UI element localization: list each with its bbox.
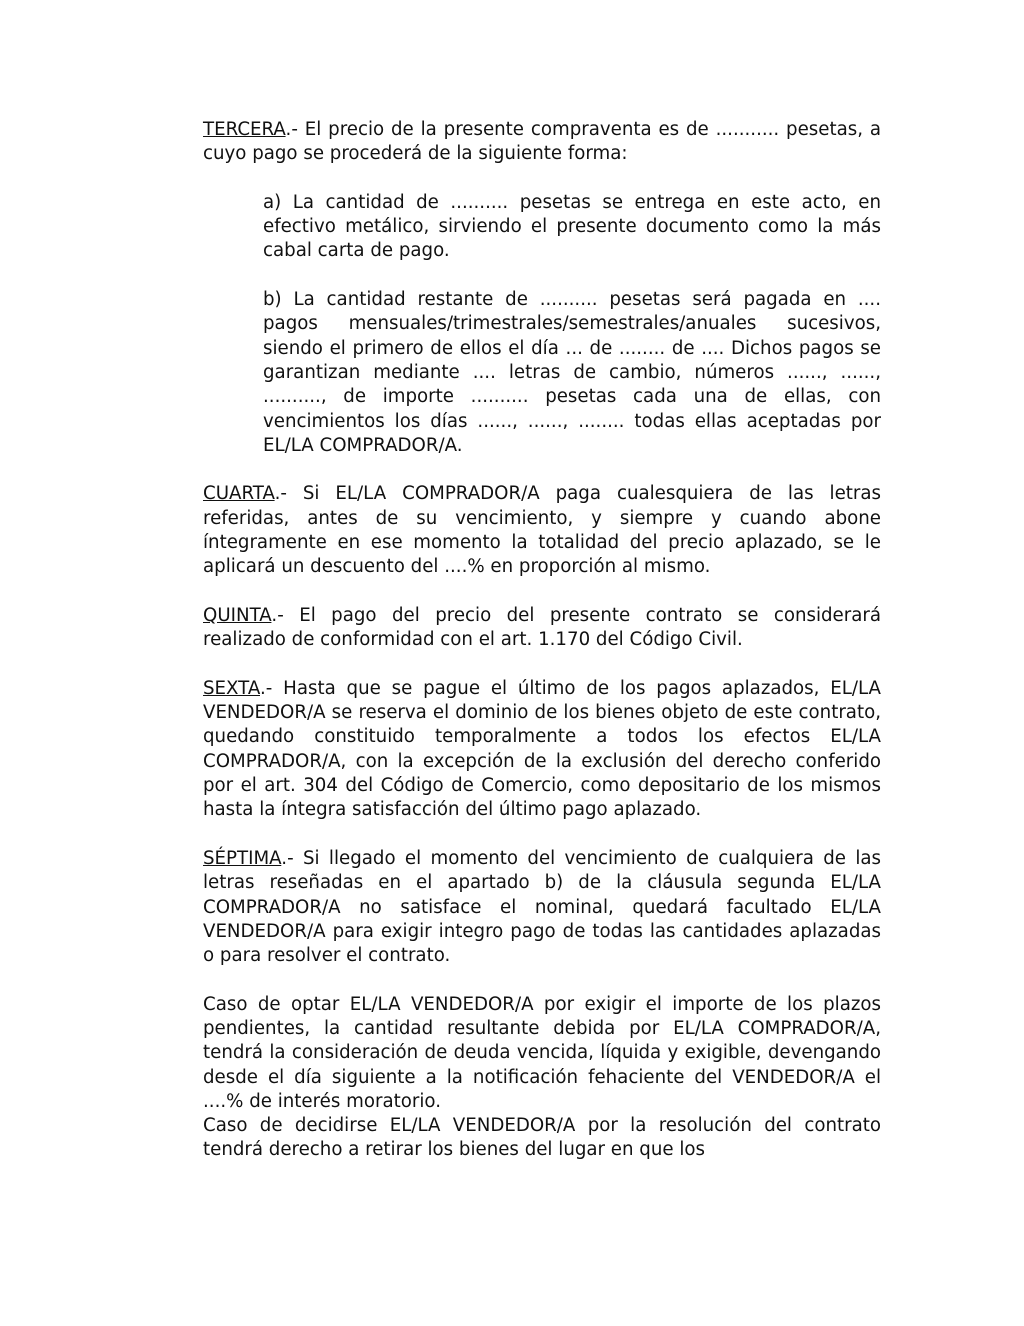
clause-cuarta-text: .- Si EL/LA COMPRADOR/A paga cualesquiera de las letras referidas, antes de su vencimiento, y siempre y cuando abone íntegramente en ese momento la totalidad del precio aplazado, se le aplicará un descuento del ....% en proporción al mismo.: [203, 483, 881, 578]
paragraph-caso-decidirse: Caso de decidirse EL/LA VENDEDOR/A por la resolución del contrato tendrá derecho a retirar los bienes del lugar en que los: [203, 1115, 881, 1161]
clause-septima-text: .- Si llegado el momento del vencimiento de cualquiera de las letras reseñadas en el apartado b) de la cláusula segunda EL/LA COMPRADOR/A no satisface el nominal, quedará facultado EL/LA VENDEDOR/A para exigir integro pago de todas las cantidades aplazadas o para resolver el contrato.: [203, 847, 881, 967]
clause-tercera: [203, 118, 881, 167]
clause-sexta: [203, 677, 881, 823]
clause-sexta-text: .- Hasta que se pague el último de los pagos aplazados, EL/LA VENDEDOR/A se reserva el dominio de los bienes objeto de este contrato, quedando constituido temporalmente a todos los efectos EL/LA COMPRADOR/A, con la excepción de la exclusión del derecho conferido por el art. 304 del Código de Comercio, como depositario de los mismos hasta la íntegra satisfacción del último pago aplazado.: [203, 677, 881, 821]
paragraph-caso-optar: Caso de optar EL/LA VENDEDOR/A por exigir el importe de los plazos pendientes, la cantidad resultante debida por EL/LA COMPRADOR/A, tendrá la consideración de deuda vencida, líquida y exigible, devengando desde el día siguiente a la notificación fehaciente del VENDEDOR/A el ....% de interés moratorio.: [203, 993, 881, 1112]
clause-quinta-text: .- El pago del precio del presente contrato se considerará realizado de conformidad con el art. 1.170 del Código Civil.: [203, 604, 881, 651]
clause-tercera-item-b: b) La cantidad restante de .......... pesetas será pagada en .... pagos mensuales/trimestrales/semestrales/anuales sucesivos, siendo el primero de ellos el día ... de ........ de .... Dichos pagos se garantizan mediante .... letras de cambio, números ......, ......, .........., de importe .......... pesetas cada una de ellas, con vencimientos los días ......, ......, ........ todas ellas aceptadas por EL/LA COMPRADOR/A.: [263, 289, 881, 456]
clause-tercera-item-a: a) La cantidad de .......... pesetas se entrega en este acto, en efectivo metálico, sirviendo el presente documento como la más cabal carta de pago.: [263, 191, 881, 262]
clause-septima-heading: SÉPTIMA: [203, 847, 282, 869]
clause-quinta-heading: QUINTA: [203, 604, 272, 626]
clause-tercera-heading: TERCERA: [203, 119, 286, 140]
clause-sexta-heading: SEXTA: [203, 677, 260, 699]
clause-quinta: [203, 604, 881, 653]
clause-tercera-text: .- El precio de la presente compraventa es de ........... pesetas, a cuyo pago se procederá de la siguiente forma:: [203, 119, 881, 165]
clause-septima: [203, 847, 881, 968]
clause-cuarta: [203, 482, 881, 579]
document-page: [203, 118, 881, 1163]
clause-cuarta-heading: CUARTA: [203, 483, 275, 505]
